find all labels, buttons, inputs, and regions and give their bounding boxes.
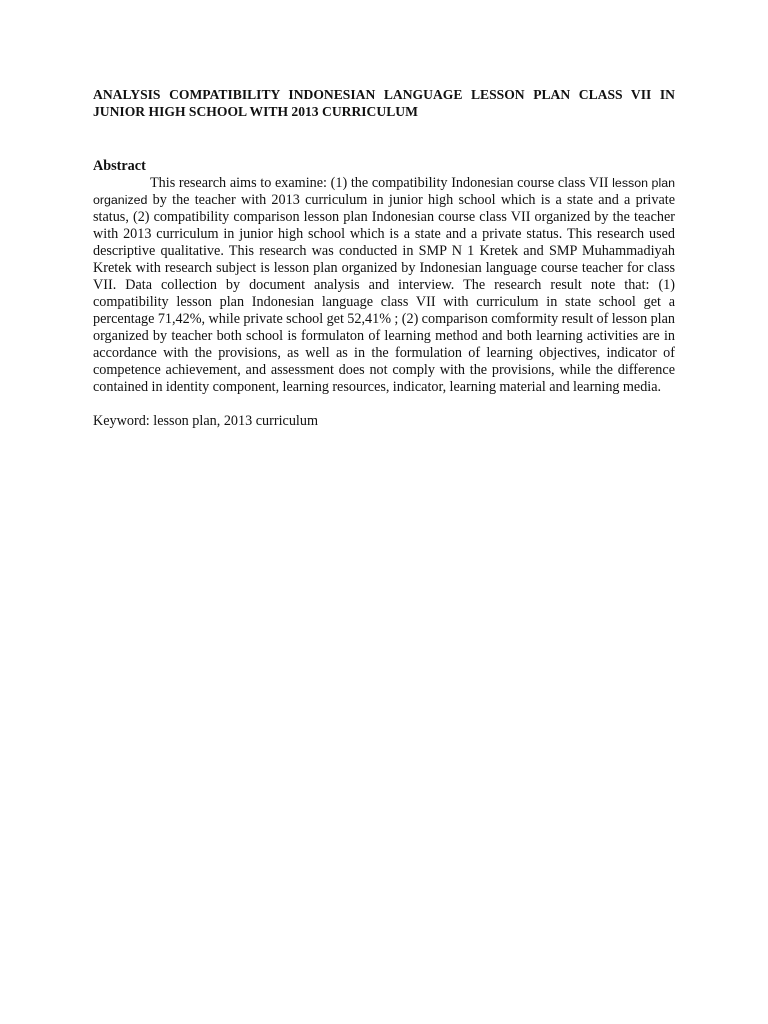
abstract-heading: Abstract (93, 158, 146, 174)
abstract-sans-phrase: lesson plan organized (93, 176, 675, 207)
document-page (93, 86, 675, 430)
keyword-line: Keyword: lesson plan, 2013 curriculum (93, 413, 318, 429)
abstract-lead-text: This research aims to examine: (1) the compatibility Indonesian course class VII (150, 175, 613, 191)
abstract-rest-text: by the teacher with 2013 curriculum in junior high school which is a state and a private status, (2) compatibility comparison lesson plan Indonesian course class VII organized by the teacher with 2013 curriculum in junior high school which is a state and a private status. This research used descriptive qualitative. This research was conducted in SMP N 1 Kretek and SMP Muhammadiyah Kretek with research subject is lesson plan organized by Indonesian language course teacher for class VII. Data collection by document analysis and interview. The research result note that: (1) compatibility lesson plan Indonesian language class VII with curriculum in state school get a percentage 71,42%, while private school get 52,41% ; (2) comparison comformity result of lesson plan organized by teacher both school is formulaton of learning method and both learning activities are in accordance with the provisions, as well as in the formulation of learning objectives, indicator of competence achievement, and assessment does not comply with the provisions, while the difference contained in identity component, learning resources, indicator, learning material and learning media. (93, 192, 675, 395)
abstract-body (93, 175, 675, 396)
paper-title: ANALYSIS COMPATIBILITY INDONESIAN LANGUAGE LESSON PLAN CLASS VII IN JUNIOR HIGH SCHOOL WITH 2013 CURRICULUM (93, 87, 675, 119)
